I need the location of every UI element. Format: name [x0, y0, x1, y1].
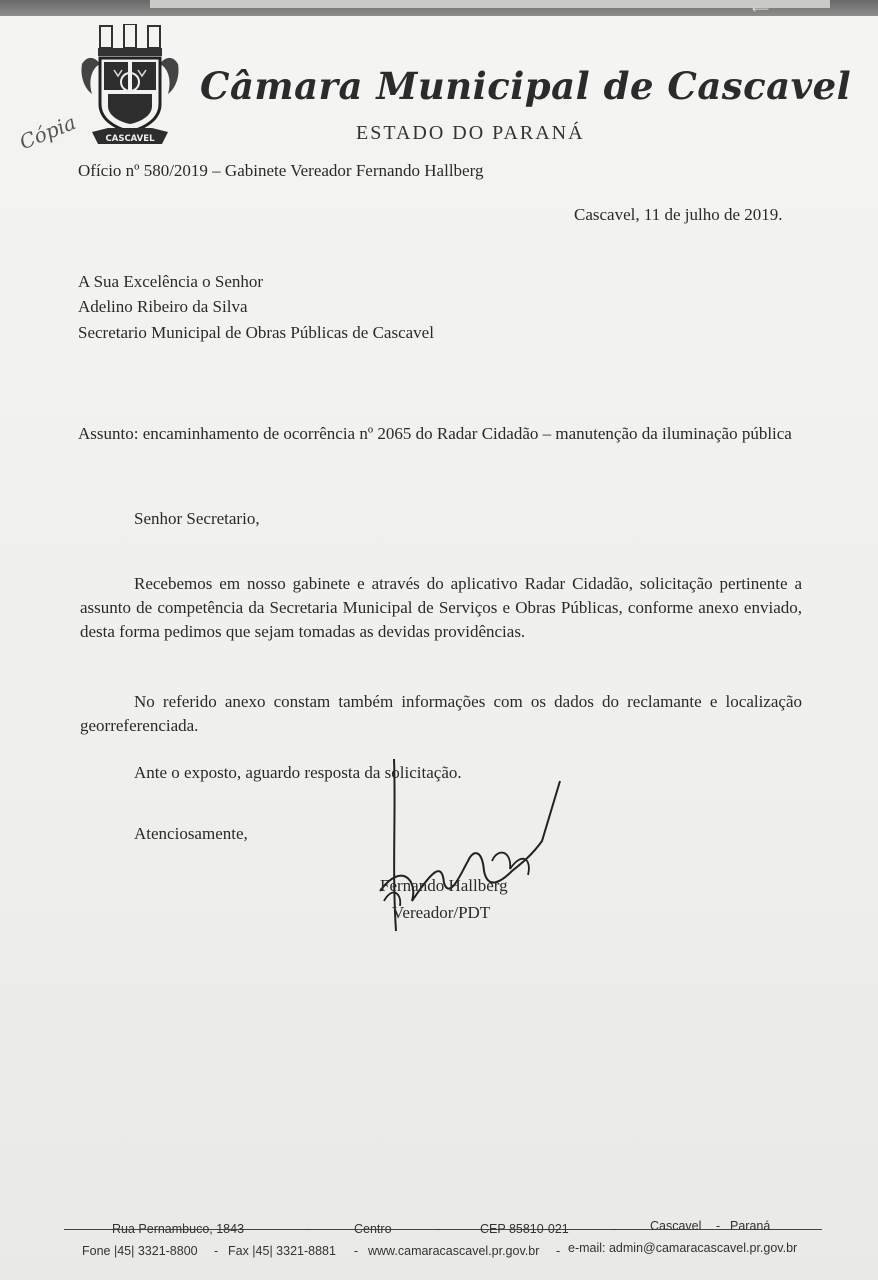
body-paragraph-2: No referido anexo constam também informações com os dados do reclamante e localização georreferenciada.	[80, 692, 802, 735]
footer-sep: -	[612, 1222, 617, 1236]
footer-sep: -	[354, 1244, 359, 1258]
state-subtitle: ESTADO DO PARANÁ	[356, 122, 585, 144]
letter-reference: Ofício nº 580/2019 – Gabinete Vereador Fernando Hallberg	[78, 161, 484, 180]
footer-sep: -	[305, 1222, 310, 1236]
body-paragraph-1: Recebemos em nosso gabinete e através do aplicativo Radar Cidadão, solicitação pertinente a assunto de competência da Secretaria Municipal de Serviços e Obras Públicas, conforme anexo enviado, desta forma pedimos que sejam tomadas as devidas providências.	[80, 574, 802, 641]
copy-handwritten-note: Cópia	[16, 110, 80, 155]
recipient-line-2: Adelino Ribeiro da Silva	[78, 297, 248, 316]
letter-page	[0, 16, 878, 1280]
arrow-icon: ⟵	[752, 2, 770, 16]
footer-district: Centro	[354, 1222, 392, 1236]
footer-email[interactable]: e-mail: admin@camaracascavel.pr.gov.br	[568, 1241, 798, 1255]
place-date: Cascavel, 11 de julho de 2019.	[574, 205, 783, 224]
footer-sep: -	[556, 1244, 561, 1258]
institution-title: Câmara Municipal de Cascavel	[200, 64, 852, 108]
page-edge	[150, 0, 830, 8]
footer-website[interactable]: www.camaracascavel.pr.gov.br	[368, 1244, 540, 1258]
subject-line: Assunto: encaminhamento de ocorrência nº 2065 do Radar Cidadão – manutenção da iluminação pública	[78, 424, 792, 443]
signer-name: Fernando Hallberg	[380, 876, 508, 895]
footer-state: Paraná	[730, 1219, 771, 1233]
recipient-line-1: A Sua Excelência o Senhor	[78, 272, 264, 291]
footer-city: Cascavel	[650, 1219, 702, 1233]
crest-label: CASCAVEL	[105, 134, 155, 144]
closing: Atenciosamente,	[134, 824, 248, 843]
municipal-crest-icon	[78, 24, 182, 148]
footer-sep: -	[214, 1244, 219, 1258]
footer-sep: -	[437, 1222, 442, 1236]
footer-phone: Fone |45| 3321-8800	[82, 1244, 198, 1258]
footer-sep: -	[716, 1219, 721, 1233]
signer-role: Vereador/PDT	[392, 903, 491, 922]
body-paragraph-3: Ante o exposto, aguardo resposta da solicitação.	[134, 763, 462, 782]
recipient-line-3: Secretario Municipal de Obras Públicas de Cascavel	[78, 323, 434, 342]
footer-address: Rua Pernambuco, 1843	[112, 1222, 245, 1236]
salutation: Senhor Secretario,	[134, 509, 260, 528]
footer-fax: Fax |45| 3321-8881	[228, 1244, 336, 1258]
footer-cep: CEP 85810-021	[480, 1222, 569, 1236]
